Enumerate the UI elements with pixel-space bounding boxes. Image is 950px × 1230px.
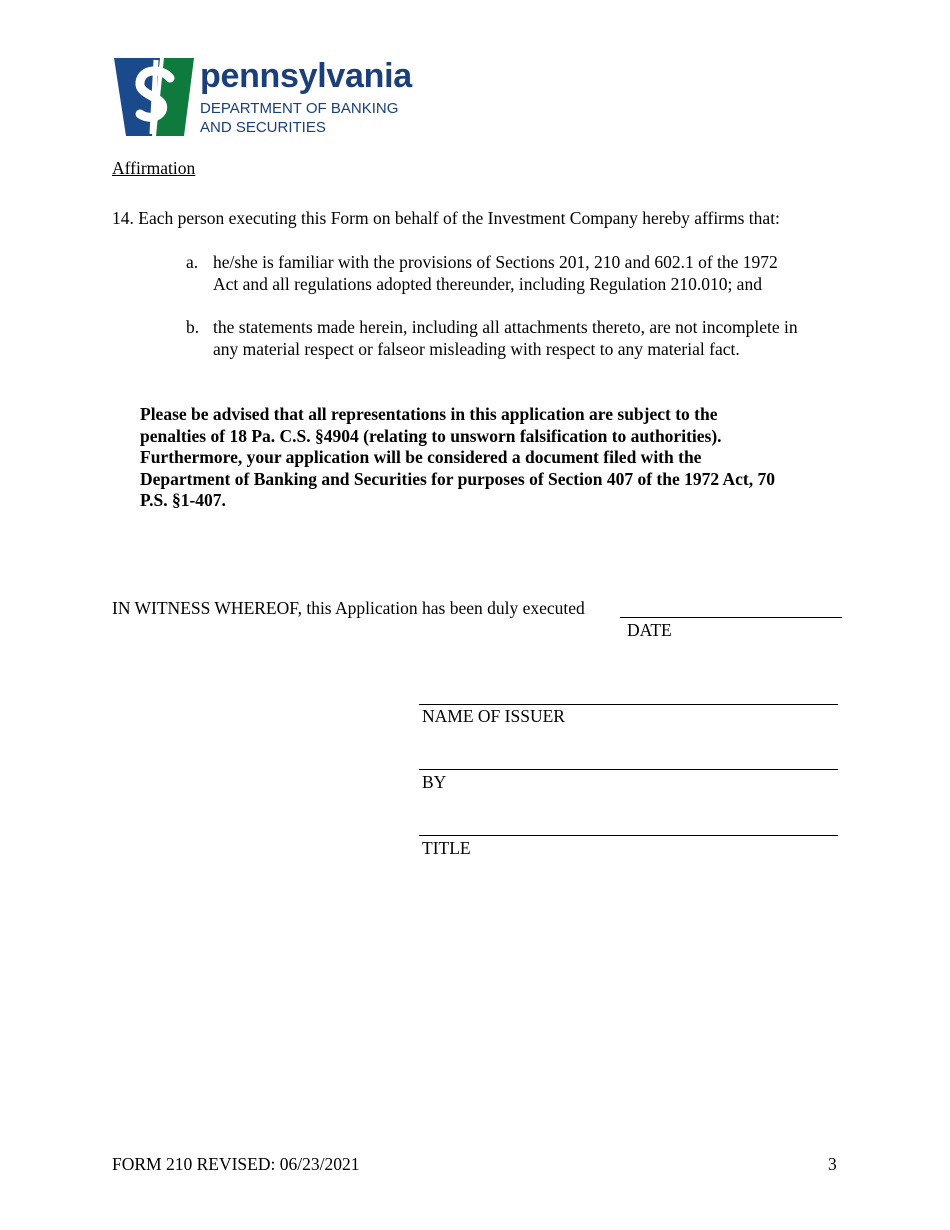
witness-statement: IN WITNESS WHEREOF, this Application has been duly executed <box>112 598 585 618</box>
section-heading: Affirmation <box>112 158 196 178</box>
by-label: BY <box>422 772 447 792</box>
sub-item-a-line2: Act and all regulations adopted thereunder, including Regulation 210.010; and <box>213 274 762 294</box>
date-label: DATE <box>627 620 672 640</box>
date-signature-line[interactable] <box>620 617 842 618</box>
sub-item-a-line1: he/she is familiar with the provisions of Sections 201, 210 and 602.1 of the 1972 <box>213 252 778 272</box>
sub-item-b-line1: the statements made herein, including all attachments thereto, are not incomplete in <box>213 317 798 337</box>
keystone-dollar-icon <box>112 56 196 140</box>
sub-item-marker-b: b. <box>186 317 200 337</box>
page-number: 3 <box>828 1154 837 1174</box>
sub-item-marker-a: a. <box>186 252 199 272</box>
department-logo <box>112 56 432 140</box>
notice-line: P.S. §1-407. <box>140 490 226 510</box>
notice-line: Please be advised that all representations in this application are subject to the <box>140 404 718 424</box>
title-signature-line[interactable] <box>419 835 838 836</box>
notice-line: Department of Banking and Securities for purposes of Section 407 of the 1972 Act, 70 <box>140 468 776 489</box>
affirmation-item-14: 14. Each person executing this Form on behalf of the Investment Company hereby affirms that: <box>112 208 780 228</box>
form-revision: FORM 210 REVISED: 06/23/2021 <box>112 1154 360 1174</box>
notice-line: Furthermore, your application will be considered a document filed with the <box>140 447 702 467</box>
issuer-signature-line[interactable] <box>419 704 838 705</box>
notice-line: penalties of 18 Pa. C.S. §4904 (relating to unsworn falsification to authorities). <box>140 425 722 446</box>
issuer-label: NAME OF ISSUER <box>422 706 565 726</box>
penalty-notice <box>140 404 775 512</box>
sub-item-b-line2: any material respect or falseor misleading with respect to any material fact. <box>213 339 740 359</box>
title-label: TITLE <box>422 838 471 858</box>
by-signature-line[interactable] <box>419 769 838 770</box>
logo-dept-line1: DEPARTMENT OF BANKING <box>200 100 399 117</box>
logo-dept-line2: AND SECURITIES <box>200 119 326 136</box>
logo-wordmark: pennsylvania <box>200 57 412 95</box>
